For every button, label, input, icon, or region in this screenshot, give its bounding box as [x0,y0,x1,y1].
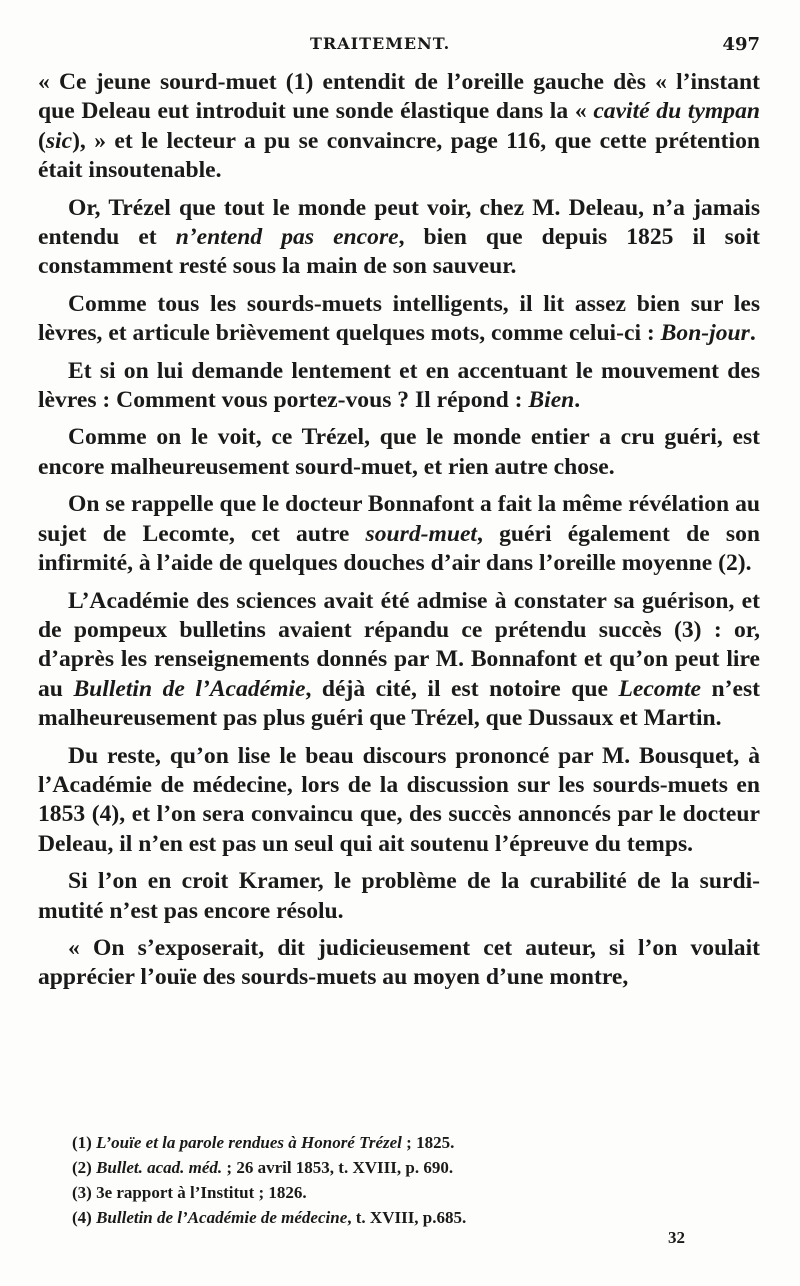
text-run: ; 1825. [401,1133,455,1152]
paragraph [38,423,760,482]
paragraph [38,587,760,734]
page-header [40,30,760,58]
italic-text: sourd-muet [365,520,477,547]
text-run: Comme on le voit, ce Trézel, que le monde entier a cru guéri, est encore malheureusement sourd-muet, et rien autre chose. [38,424,760,480]
text-run: Comme tous les sourds-muets intelligents, il lit assez bien sur les lèvres, et articule brièvement quelques mots, comme celui-ci : [38,290,760,347]
text-run: n’est malheureusement pas plus guéri que Trézel, que Dussaux et Martin. [38,675,761,732]
text-run: , guéri également de son infirmité, à l’aide de quelques douches d’air dans l’oreille moyenne (2). [38,520,760,577]
text-run: . [749,320,756,347]
text-run: « Ce jeune sourd-muet (1) entendit de l’oreille gauche dès « l’instant que Deleau eut introduit une sonde élastique dans la « [38,69,760,125]
text-run: Du reste, qu’on lise le beau discours prononcé par M. Bousquet, à l’Académie de médecine, lors de la discussion sur les sourds-muets en 1853 (4), et l’on sera convaincu que, des succès annoncés par le docteur Deleau, il n’en est pas un seul qui ait soutenu l’épreuve du temps. [38,742,760,857]
italic-text: L’ouïe et la parole rendues à Honoré Trézel [96,1133,402,1152]
text-run: Or, Trézel que tout le monde peut voir, chez M. Deleau, n’a jamais entendu et [38,194,760,251]
italic-text: sic [45,127,73,154]
footnote [72,1130,752,1155]
text-run: , déjà cité, il est notoire que [305,675,619,702]
running-head: TRAITEMENT. [310,34,451,53]
paragraph [38,934,760,993]
italic-text: Bien [528,387,575,414]
text-run: , bien que depuis 1825 il soit constamment resté sous la main de son sauveur. [38,224,760,280]
italic-text: Bulletin de l’Académie de médecine [96,1208,348,1227]
text-run: ), » et le lecteur a pu se convaincre, page 116, que cette prétention était insoutenable. [38,127,760,184]
footnote [72,1205,752,1230]
text-run: . [574,387,581,414]
paragraph [38,290,760,349]
paragraph [38,357,760,416]
paragraph [38,867,760,926]
page-number: 497 [722,34,760,55]
italic-text: n’entend pas encore [175,224,399,251]
paragraph [38,742,760,860]
text-run: L’Académie des sciences avait été admise à constater sa guérison, et de pompeux bulletins avaient répandu ce prétendu succès (3) : or, d’après les renseignements donnés par M. Bonnafont et qu’on peut lire au [38,587,760,702]
text-run: ; 26 avril 1853, t. XVIII, p. 690. [222,1158,454,1177]
paragraph [38,490,760,578]
text-run: (3) 3e rapport à l’Institut ; 1826. [72,1183,307,1202]
signature-mark: 32 [668,1228,685,1247]
text-run: (1) [72,1133,97,1152]
footnotes [72,1130,752,1230]
footnote [72,1155,752,1180]
text-run: ( [38,127,46,154]
text-run: On se rappelle que le docteur Bonnafont a fait la même révélation au sujet de Lecomte, cet autre [38,491,760,547]
italic-text: cavité du tympan [593,98,760,125]
text-run: , t. XVIII, p.685. [347,1208,467,1227]
body-text [38,68,760,1001]
text-run: (4) [72,1208,97,1227]
italic-text: Lecomte [618,675,701,702]
paragraph [38,194,760,282]
text-run: Et si on lui demande lentement et en accentuant le mouvement des lèvres : Comment vous portez-vous ? Il répond : [38,357,760,414]
italic-text: Bulletin de l’Académie [73,675,306,702]
text-run: Si l’on en croit Kramer, le problème de la curabilité de la surdi-mutité n’est pas encore résolu. [38,868,760,924]
text-run: (2) [72,1158,97,1177]
footnote [72,1180,752,1205]
paragraph [38,68,760,186]
text-run: « On s’exposerait, dit judicieusement cet auteur, si l’on voulait apprécier l’ouïe des sourds-muets au moyen d’une montre, [38,934,760,991]
italic-text: Bullet. acad. méd. [96,1158,223,1177]
italic-text: Bon-jour [660,320,750,347]
